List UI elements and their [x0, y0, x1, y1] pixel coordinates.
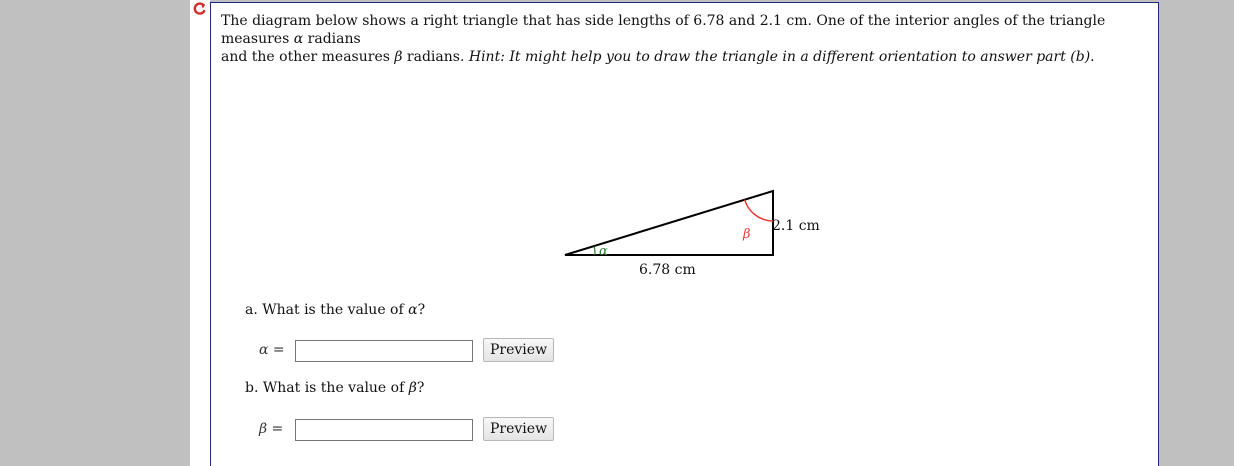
beta-symbol: β — [394, 49, 403, 65]
question-line1: The diagram below shows a right triangle that has side lengths of 6.78 and 2.1 cm. One of the interior angles of the triangle measures — [221, 13, 1106, 47]
question-text — [221, 12, 1146, 66]
beta-label: β — [743, 227, 751, 242]
left-gutter — [0, 0, 190, 466]
right-side-label: 2.1 cm — [772, 218, 820, 234]
part-a-eq-sign: = — [268, 342, 285, 358]
part-b-question — [245, 380, 424, 396]
question-line1-end: radians — [303, 31, 361, 47]
bottom-side-label: 6.78 cm — [639, 262, 696, 278]
triangle-shape — [565, 191, 773, 255]
refresh-icon[interactable] — [190, 0, 210, 20]
triangle-diagram — [559, 183, 839, 283]
question-line2: and the other measures — [221, 49, 395, 65]
part-b-eq-symbol: β — [259, 421, 268, 437]
alpha-arc — [594, 247, 595, 256]
part-b-prefix: b. What is the value of — [245, 380, 409, 396]
hint-text: Hint: It might help you to draw the triangle in a different orientation to answer part (b). — [468, 49, 1095, 65]
problem-panel — [210, 2, 1159, 466]
question-line2-end: radians. — [402, 49, 469, 65]
part-a-symbol: α — [408, 302, 418, 318]
alpha-preview-button[interactable]: Preview — [483, 338, 554, 362]
alpha-answer-input[interactable] — [295, 340, 473, 362]
part-a-suffix: ? — [417, 302, 426, 318]
alpha-symbol: α — [293, 31, 304, 47]
alpha-label: α — [599, 244, 608, 259]
part-a-eq-label — [259, 342, 285, 358]
left-strip — [190, 0, 210, 466]
part-a-eq-symbol: α — [259, 342, 269, 358]
beta-arc — [745, 200, 773, 221]
part-a-prefix: a. What is the value of — [245, 302, 409, 318]
part-b-eq-sign: = — [267, 421, 284, 437]
part-b-symbol: β — [408, 380, 417, 396]
part-b-eq-label — [259, 421, 283, 437]
part-a-question — [245, 302, 425, 318]
right-gutter — [1160, 0, 1234, 466]
part-b-suffix: ? — [416, 380, 425, 396]
beta-preview-button[interactable]: Preview — [483, 417, 554, 441]
beta-answer-input[interactable] — [295, 419, 473, 441]
